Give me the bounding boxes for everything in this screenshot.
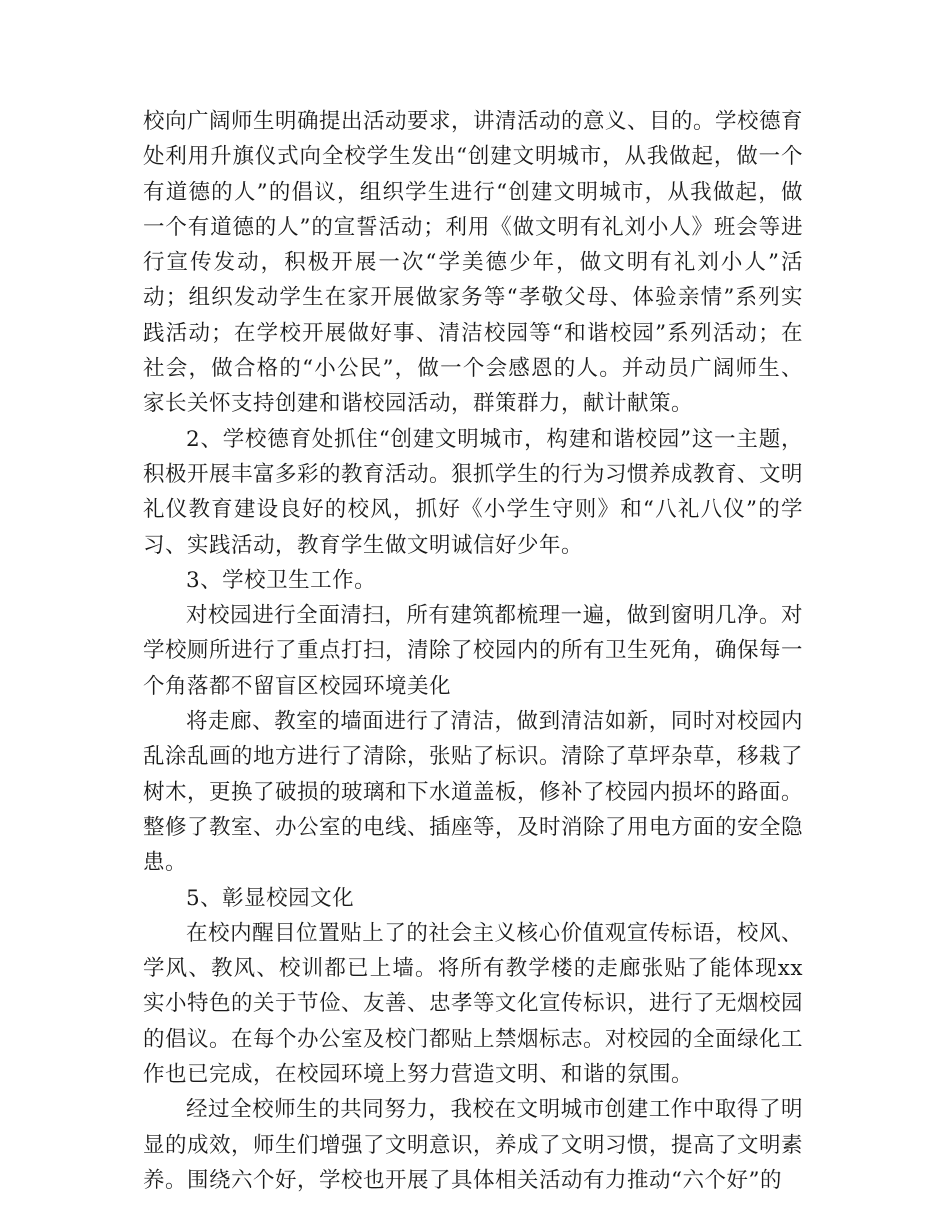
paragraph-activity-requirements: 校向广阔师生明确提出活动要求，讲清活动的意义、目的。学校德育处利用升旗仪式向全校学生发出“创建文明城市，从我做起，做一个有道德的人”的倡议，组织学生进行“创建文明城市，从我做起，做一个有道德的人”的宣誓活动；利用《做文明有礼刘小人》班会等进行宣传发动，积极开展一次“学美德少年，做文明有礼刘小人”活动；组织发动学生在家开展做家务等“孝敬父母、体验亲情”系列实践活动；在学校开展做好事、清洁校园等“和谐校园”系列活动；在社会，做合格的“小公民”，做一个会感恩的人。并动员广阔师生、家长关怀支持创建和谐校园活动，群策群力，献计献策。: [143, 109, 804, 417]
paragraph-moral-education: 2、学校德育处抓住“创建文明城市，构建和谐校园”这一主题，积极开展丰富多彩的教育活动。狠抓学生的行为习惯养成教育、文明礼仪教育建设良好的校风，抓好《小学生守则》和“八礼八仪”的学习、实践活动，教育学生做文明诚信好少年。: [143, 426, 804, 558]
heading-campus-culture: 5、彰显校园文化: [186, 885, 355, 911]
paragraph-campus-cleaning: 对校园进行全面清扫，所有建筑都梳理一遍，做到窗明几净。对学校厕所进行了重点打扫，清除了校园内的所有卫生死角，确保每一个角落都不留盲区校园环境美化: [143, 603, 804, 699]
document-body: [143, 104, 803, 1198]
paragraph-wall-cleaning: 将走廊、教室的墙面进行了清洁，做到清洁如新，同时对校园内乱涂乱画的地方进行了清除，张贴了标识。清除了草坪杂草，移栽了树木，更换了破损的玻璃和下水道盖板，修补了校园内损坏的路面。整修了教室、办公室的电线、插座等，及时消除了用电方面的安全隐患。: [143, 709, 804, 876]
heading-school-hygiene: 3、学校卫生工作。: [186, 567, 377, 593]
paragraph-conclusion: 经过全校师生的共同努力，我校在文明城市创建工作中取得了明显的成效，师生们增强了文明意识，养成了文明习惯，提高了文明素养。围绕六个好，学校也开展了具体相关活动有力推动“六个好”的: [143, 1097, 804, 1193]
paragraph-culture-slogans: 在校内醒目位置贴上了的社会主义核心价值观宣传标语，校风、学风、教风、校训都已上墙。将所有教学楼的走廊张贴了能体现xx实小特色的关于节俭、友善、忠孝等文化宣传标识，进行了无烟校园的倡议。在每个办公室及校门都贴上禁烟标志。对校园的全面绿化工作也已完成，在校园环境上努力营造文明、和谐的氛围。: [143, 920, 804, 1088]
